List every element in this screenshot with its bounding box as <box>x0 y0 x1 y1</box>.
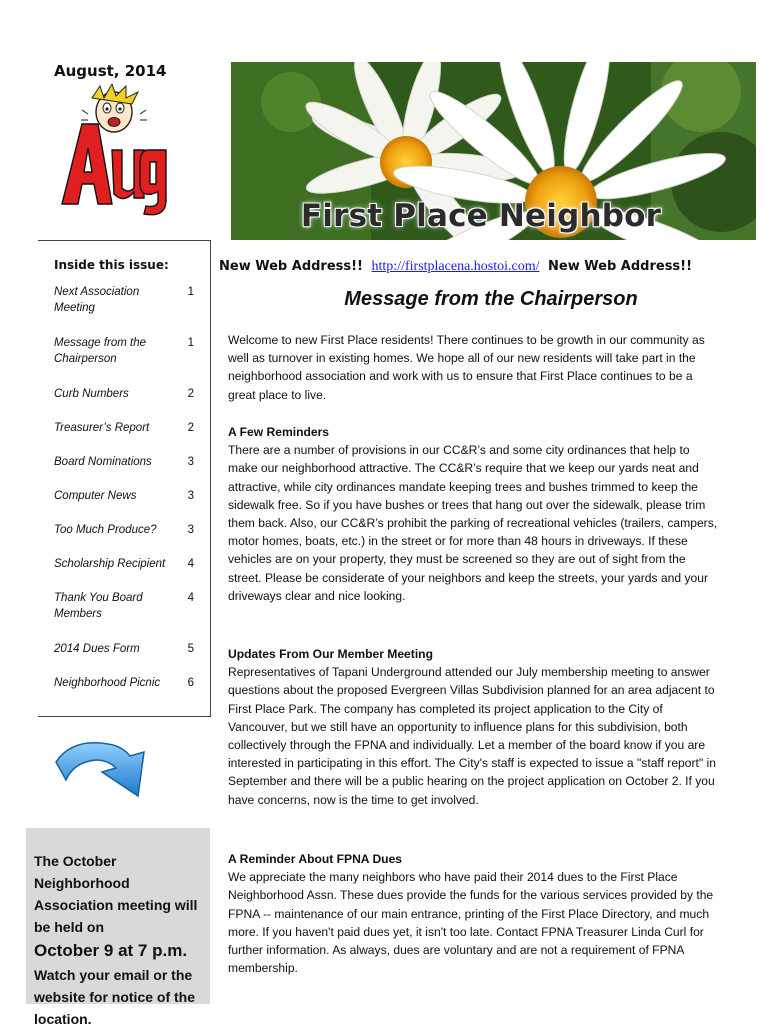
toc-item-label: Computer News <box>54 490 137 502</box>
toc-item <box>54 454 206 470</box>
toc-item <box>54 335 206 367</box>
toc-item-page: 2 <box>187 422 194 434</box>
newsletter-title: First Place Neighbor <box>300 198 662 234</box>
meeting-notice-location: Watch your email or the website for notice of the location. <box>34 967 196 1027</box>
toc-item-label: Next Association Meeting <box>54 286 140 314</box>
toc-item-page: 1 <box>187 337 194 349</box>
web-address-banner <box>219 259 759 275</box>
toc-item-page: 4 <box>187 592 194 604</box>
toc-item-label: Board Nominations <box>54 456 152 468</box>
toc-item-label: Thank You Board Members <box>54 592 143 620</box>
toc-item-page: 2 <box>187 388 194 400</box>
toc-item <box>54 556 206 572</box>
toc-item <box>54 641 206 657</box>
intro-paragraph: Welcome to new First Place residents! There continues to be growth in our community as well as turnover in existing homes. We hope all of our new residents will take part in the neighborhood association and work with us to ensure that First Place continues to be a great place to live. <box>228 333 705 402</box>
section-heading: Updates From Our Member Meeting <box>228 647 433 661</box>
section-body: There are a number of provisions in our CC&R’s and some city ordinances that help to make our neighborhood attractive. The CC&R’s require that we keep our yards neat and attractive, while city ordinances mandate keeping trees and bushes trimmed to keep the sidewalk free. So if you have bushes or trees that hang out over the sidewalk, please trim them back. Also, our CC&R’s prohibit the parking of recreational vehicles (trailers, campers, motor homes, boats, etc.) in the street or for more than 48 hours in driveways. If these vehicles are on your property, they must be screened so they are out of sight from the street. Please be considerate of your neighbors and keep the streets, your yards and your driveways clear and nice looking. <box>228 443 718 603</box>
curved-arrow-icon <box>52 732 162 818</box>
toc-item-label: Scholarship Recipient <box>54 558 166 570</box>
toc-item <box>54 522 206 538</box>
section-body: We appreciate the many neighbors who have paid their 2014 dues to the First Place Neighborhood Assn. These dues provide the funds for the various services provided by the FPNA -- maintenance of our main entrance, printing of the First Place Directory, and much more. If you haven't paid dues yet, it isn't too late. Contact FPNA Treasurer Linda Curl for further information. As always, dues are voluntary and are not a requirement of FPNA membership. <box>228 870 714 976</box>
toc-item-label: Neighborhood Picnic <box>54 677 161 689</box>
meeting-notice-intro: The October Neighborhood Association meeting will be held on <box>34 853 198 935</box>
toc-item-page: 3 <box>187 490 194 502</box>
toc-item-page: 3 <box>187 456 194 468</box>
aug-logo <box>56 84 168 216</box>
toc-item-label: Treasurer’s Report <box>54 422 150 434</box>
section-reminders <box>228 423 720 605</box>
section-heading: A Reminder About FPNA Dues <box>228 852 403 866</box>
section-body: Representatives of Tapani Underground attended our July membership meeting to answer questions about the proposed Evergreen Villas Subdivision planned for an area adjacent to First Place Park. The company has completed its project application to the City of Vancouver, but we still have an opportunity to influence plans for this subdivision, both collectively through the FPNA and individually. Let a member of the board know if you are interested in participating in this effort. The City's staff is expected to issue a "staff report" in September and there will be a public hearing on the project application on October 2. If you have concerns, now is the time to get involved. <box>228 665 716 807</box>
web-address-label-left: New Web Address!! <box>219 259 363 274</box>
article-intro <box>228 331 720 404</box>
meeting-notice-box <box>26 828 210 1027</box>
section-dues <box>228 850 720 977</box>
web-address-link[interactable]: http://firstplacena.hostoi.com/ <box>371 259 540 274</box>
toc-item-page: 3 <box>187 524 194 536</box>
toc-title: Inside this issue: <box>54 258 169 272</box>
toc-item-page: 1 <box>187 286 194 298</box>
toc-item <box>54 386 206 402</box>
web-address-label-right: New Web Address!! <box>548 259 693 274</box>
toc-item-page: 4 <box>187 558 194 570</box>
toc-item-label: Too Much Produce? <box>54 524 157 536</box>
toc-item <box>54 675 206 691</box>
section-heading: A Few Reminders <box>228 425 330 439</box>
toc-item-page: 5 <box>187 643 194 655</box>
toc-item-page: 6 <box>187 677 194 689</box>
toc-item <box>54 590 206 622</box>
toc-item <box>54 284 206 316</box>
issue-date: August, 2014 <box>54 62 167 80</box>
section-member-meeting <box>228 645 720 809</box>
meeting-date: October 9 at 7 p.m. <box>34 941 188 960</box>
article-headline: Message from the Chairperson <box>344 288 638 310</box>
table-of-contents <box>38 240 211 717</box>
toc-item <box>54 488 206 504</box>
toc-item <box>54 420 206 436</box>
toc-item-label: Message from the Chairperson <box>54 337 147 365</box>
toc-item-label: Curb Numbers <box>54 388 129 400</box>
toc-item-label: 2014 Dues Form <box>54 643 140 655</box>
